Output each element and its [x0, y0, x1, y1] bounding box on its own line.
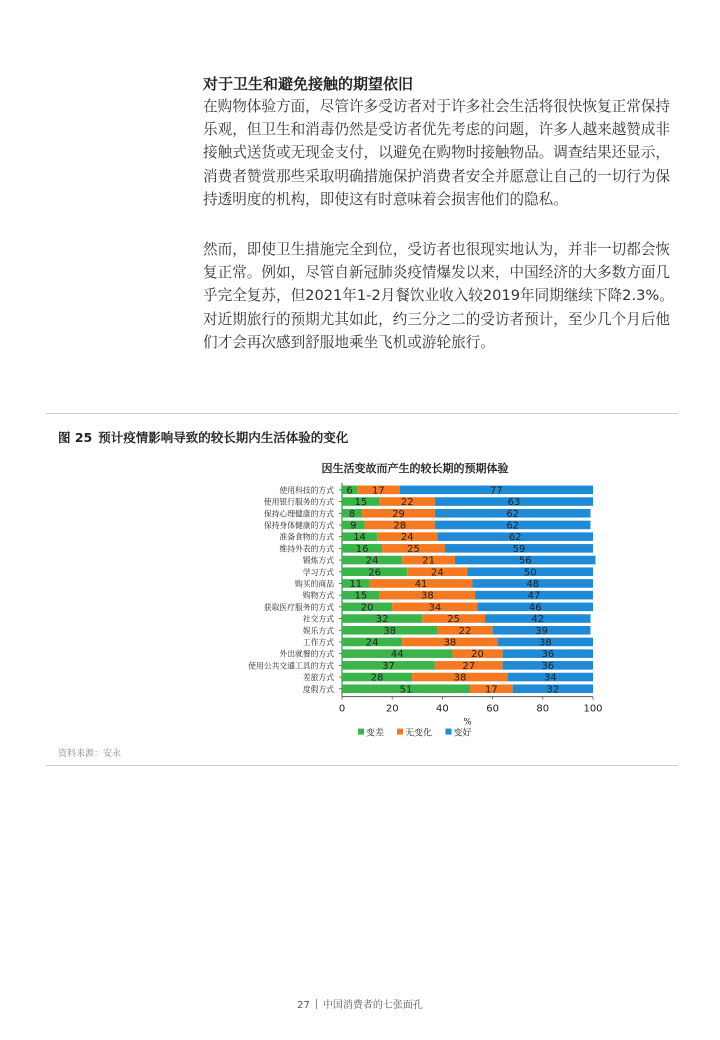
data-label: 32 — [375, 614, 389, 626]
data-label: 22 — [400, 497, 414, 509]
legend-label: 变好 — [453, 728, 472, 739]
data-label: 6 — [346, 485, 353, 497]
data-label: 47 — [527, 590, 541, 602]
publication-title: 中国消费者的七张面孔 — [322, 1000, 423, 1011]
data-label: 25 — [407, 543, 420, 555]
data-label: 26 — [368, 567, 381, 579]
x-tick-label: 0 — [338, 703, 346, 715]
category-label: 购买的商品 — [295, 579, 334, 589]
data-label: 48 — [526, 578, 540, 590]
data-label: 36 — [541, 649, 555, 661]
figure-source: 资料来源：安永 — [58, 749, 122, 759]
category-label: 维持外表的方式 — [279, 544, 334, 554]
paragraph-2: 然而，即使卫生措施完全到位，受访者也很现实地认为，并非一切都会恢复正常。例如，尽管自新冠肺炎疫情爆发以来，中国经济的大多数方面几乎完全复苏，但2021年1-2月餐饮业收入较2019年同期继续下降2.3%。对近期旅行的预期尤其如此，约三分之二的受访者预计，至少几个月后他们才会再次感到舒服地乘坐飞机或游轮旅行。 — [203, 241, 674, 351]
category-label: 锻炼方式 — [302, 556, 334, 566]
figure-number: 图 25 — [58, 430, 93, 445]
footer-separator — [316, 999, 317, 1009]
chart-title: 因生活变故而产生的较长期的预期体验 — [321, 462, 509, 475]
data-label: 38 — [383, 625, 397, 637]
x-axis-label: % — [463, 717, 472, 728]
category-label: 保持心理健康的方式 — [263, 509, 334, 519]
category-label: 准备食物的方式 — [279, 532, 334, 542]
category-label: 使用公共交通工具的方式 — [248, 661, 334, 671]
data-label: 11 — [349, 578, 363, 590]
data-label: 38 — [453, 672, 467, 684]
data-label: 9 — [350, 520, 357, 532]
data-label: 77 — [489, 485, 503, 497]
data-label: 17 — [372, 485, 385, 497]
legend-swatch — [397, 729, 403, 735]
data-label: 17 — [484, 684, 498, 696]
data-label: 62 — [506, 520, 520, 532]
category-label: 保持身体健康的方式 — [263, 520, 334, 530]
data-label: 24 — [400, 532, 414, 544]
category-label: 娱乐方式 — [302, 626, 334, 636]
data-label: 46 — [528, 602, 542, 614]
legend-swatch — [358, 729, 364, 735]
category-label: 使用银行服务的方式 — [263, 497, 334, 507]
stacked-bar-chart — [0, 450, 720, 745]
data-label: 36 — [541, 660, 555, 672]
category-label: 获取医疗服务的方式 — [263, 602, 334, 612]
figure-caption — [58, 428, 348, 446]
data-label: 41 — [414, 578, 428, 590]
category-label: 差旅方式 — [302, 673, 334, 683]
data-label: 38 — [420, 590, 434, 602]
figure-bottom-rule — [46, 765, 678, 766]
data-label: 62 — [508, 532, 522, 544]
legend-label: 无变化 — [405, 728, 433, 739]
data-label: 29 — [392, 508, 405, 520]
category-label: 工作方式 — [302, 637, 334, 647]
data-label: 56 — [518, 555, 532, 567]
data-label: 25 — [447, 614, 461, 626]
data-label: 38 — [538, 637, 552, 649]
plot-area — [248, 483, 602, 739]
data-label: 32 — [546, 684, 560, 696]
data-label: 63 — [507, 497, 521, 509]
data-label: 20 — [360, 602, 374, 614]
data-label: 20 — [471, 649, 484, 661]
figure-top-rule — [46, 413, 678, 414]
data-label: 39 — [535, 625, 548, 637]
category-label: 外出就餐的方式 — [279, 649, 334, 659]
data-label: 24 — [365, 637, 379, 649]
data-label: 22 — [458, 625, 472, 637]
data-label: 51 — [399, 684, 413, 696]
legend-swatch — [446, 729, 452, 735]
legend-label: 变差 — [366, 728, 385, 739]
paragraph-1: 在购物体验方面，尽管许多受访者对于许多社会生活将很快恢复正常保持乐观，但卫生和消毒仍然是受访者优先考虑的问题，许多人越来越赞成非接触式送货或无现金支付，以避免在购物时接触物品。调查结果还显示，消费者赞赏那些采取明确措施保护消费者安全并愿意让自己的一切行为保持透明度的机构，即使这有时意味着会损害他们的隐私。 — [203, 98, 671, 208]
data-label: 34 — [428, 602, 442, 614]
page-number: 27 — [297, 1000, 310, 1011]
x-tick-label: 20 — [385, 703, 399, 715]
figure-title: 预计疫情影响导致的较长期内生活体验的变化 — [98, 430, 349, 445]
data-label: 14 — [353, 532, 366, 544]
data-label: 28 — [370, 672, 384, 684]
category-label: 使用科技的方式 — [279, 485, 334, 495]
x-tick-label: 60 — [486, 703, 499, 715]
data-label: 50 — [523, 567, 537, 579]
data-label: 15 — [354, 497, 368, 509]
category-label: 社交方式 — [302, 614, 334, 624]
x-tick-label: 40 — [436, 703, 449, 715]
category-label: 购物方式 — [302, 591, 334, 601]
data-label: 59 — [512, 543, 526, 555]
data-label: 24 — [365, 555, 379, 567]
data-label: 15 — [354, 590, 368, 602]
data-label: 34 — [543, 672, 557, 684]
page-footer — [0, 996, 720, 1011]
data-label: 62 — [506, 508, 520, 520]
section-heading: 对于卫生和避免接触的期望依旧 — [203, 75, 414, 93]
data-label: 16 — [355, 543, 369, 555]
data-label: 27 — [462, 660, 476, 672]
data-label: 38 — [443, 637, 457, 649]
x-tick-label: 100 — [583, 703, 603, 715]
category-label: 学习方式 — [302, 567, 334, 577]
data-label: 24 — [431, 567, 444, 579]
data-label: 37 — [382, 660, 395, 672]
data-label: 8 — [348, 508, 356, 520]
category-label: 度假方式 — [302, 684, 334, 694]
data-label: 42 — [531, 614, 545, 626]
data-label: 28 — [393, 520, 407, 532]
data-label: 21 — [422, 555, 435, 567]
x-tick-label: 80 — [536, 703, 550, 715]
data-label: 44 — [390, 649, 404, 661]
